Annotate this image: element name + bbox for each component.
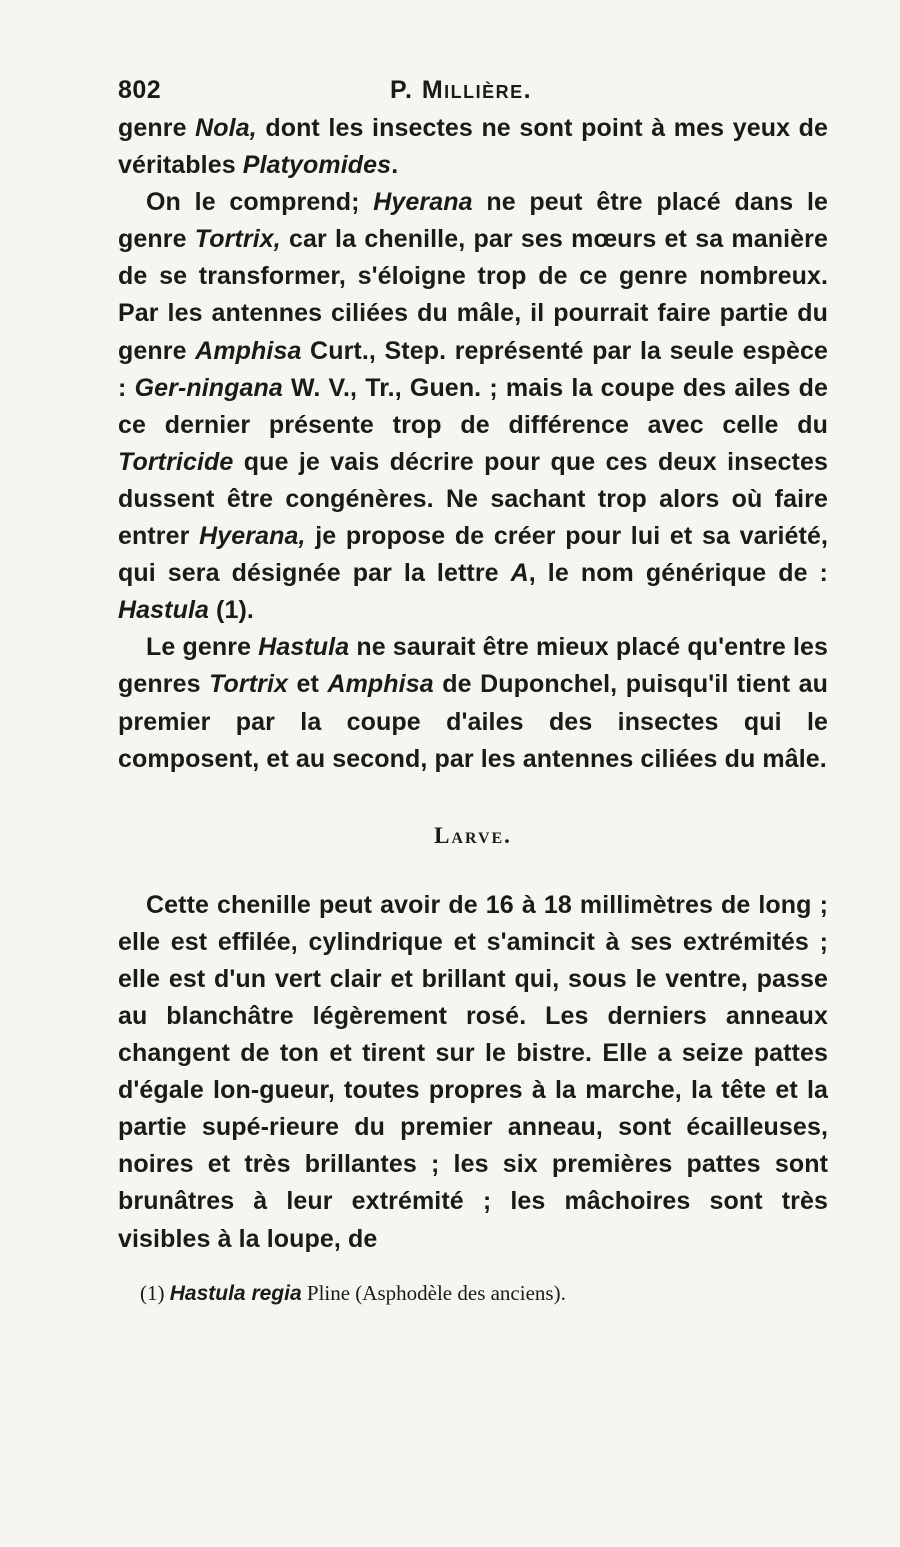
italic-term: Tortricide — [118, 447, 234, 476]
italic-term: A — [510, 559, 529, 588]
italic-term: Tortrix — [209, 670, 289, 699]
paragraph — [118, 110, 828, 184]
footnote-italic: Hastula regia — [169, 1281, 302, 1305]
text-run: dont les insectes ne sont point à mes yeux de véritables — [118, 114, 829, 180]
footnote-marker: (1) — [140, 1280, 165, 1305]
italic-term: Platyomides — [242, 151, 392, 180]
text-run: ne saurait être mieux placé qu'entre les genres — [118, 633, 828, 699]
italic-term: Hyerana — [373, 188, 473, 217]
text-run: Le genre — [146, 633, 259, 662]
text-run: W. V., Tr., Guen. ; mais la coupe des ailes de ce dernier présente trop de différence avec celle du — [118, 373, 828, 439]
text-run: et — [288, 670, 328, 699]
italic-term: Ger-ningana — [134, 373, 283, 402]
italic-term: Amphisa — [195, 336, 302, 365]
text-run: On le comprend; — [146, 188, 374, 217]
text-run: (1). — [209, 596, 254, 625]
text-run: je propose de créer pour lui et sa variété, qui sera désignée par la lettre — [118, 522, 829, 588]
italic-term: Nola, — [195, 114, 257, 142]
running-title: P. Millière. — [390, 76, 533, 104]
text-run: car la chenille, par ses mœurs et sa manière de se transformer, s'éloigne trop de ce genre nombreux. Par les antennes ciliées du mâle, il pourrait faire partie du genre — [118, 225, 829, 365]
text-run: de Duponchel, puisqu'il tient au premier par la coupe d'ailes des insectes qui le composent, et au second, par les antennes ciliées du mâle. — [118, 670, 828, 773]
italic-term: Hyerana, — [199, 522, 306, 551]
page — [118, 70, 828, 1309]
italic-term: Hastula — [118, 596, 210, 625]
body-text — [118, 110, 828, 778]
text-run: genre — [118, 114, 196, 142]
paragraph — [118, 887, 828, 1258]
section-heading: Larve. — [434, 822, 512, 848]
text-run: . — [391, 151, 399, 180]
italic-term: Tortrix, — [194, 225, 281, 254]
larva-text — [118, 887, 828, 1258]
text-run: , le nom générique de : — [528, 559, 828, 588]
page-number: 802 — [118, 76, 162, 104]
footnote — [118, 1278, 828, 1309]
text-run: Cette chenille peut avoir de 16 à 18 millimètres de long ; elle est effilée, cylindrique et s'amincit à ses extrémités ; elle est d'un vert clair et brillant qui, sous le ventre, passe au blanchâtre légèrement rosé. Les derniers anneaux changent de ton et tirent sur le bistre. Elle a seize pattes d'égale lon-gueur, toutes propres à la marche, la tête et la partie supé-rieure du premier anneau, sont écailleuses, noires et très brillantes ; les six premières pattes sont brunâtres à leur extrémité ; les mâchoires sont très visibles à la loupe, de — [118, 890, 828, 1253]
text-run: que je vais décrire pour que ces deux insectes dussent être congénères. Ne sachant trop alors où faire entrer — [118, 447, 828, 551]
paragraph — [118, 629, 828, 777]
italic-term: Hastula — [258, 633, 350, 662]
footnote-text: Pline (Asphodèle des anciens). — [301, 1280, 566, 1305]
running-head — [118, 70, 828, 110]
italic-term: Amphisa — [327, 670, 434, 699]
paragraph — [118, 184, 828, 629]
text-run: ne peut être placé dans le genre — [118, 188, 829, 254]
text-run: Curt., Step. représenté par la seule espèce : — [118, 336, 828, 402]
